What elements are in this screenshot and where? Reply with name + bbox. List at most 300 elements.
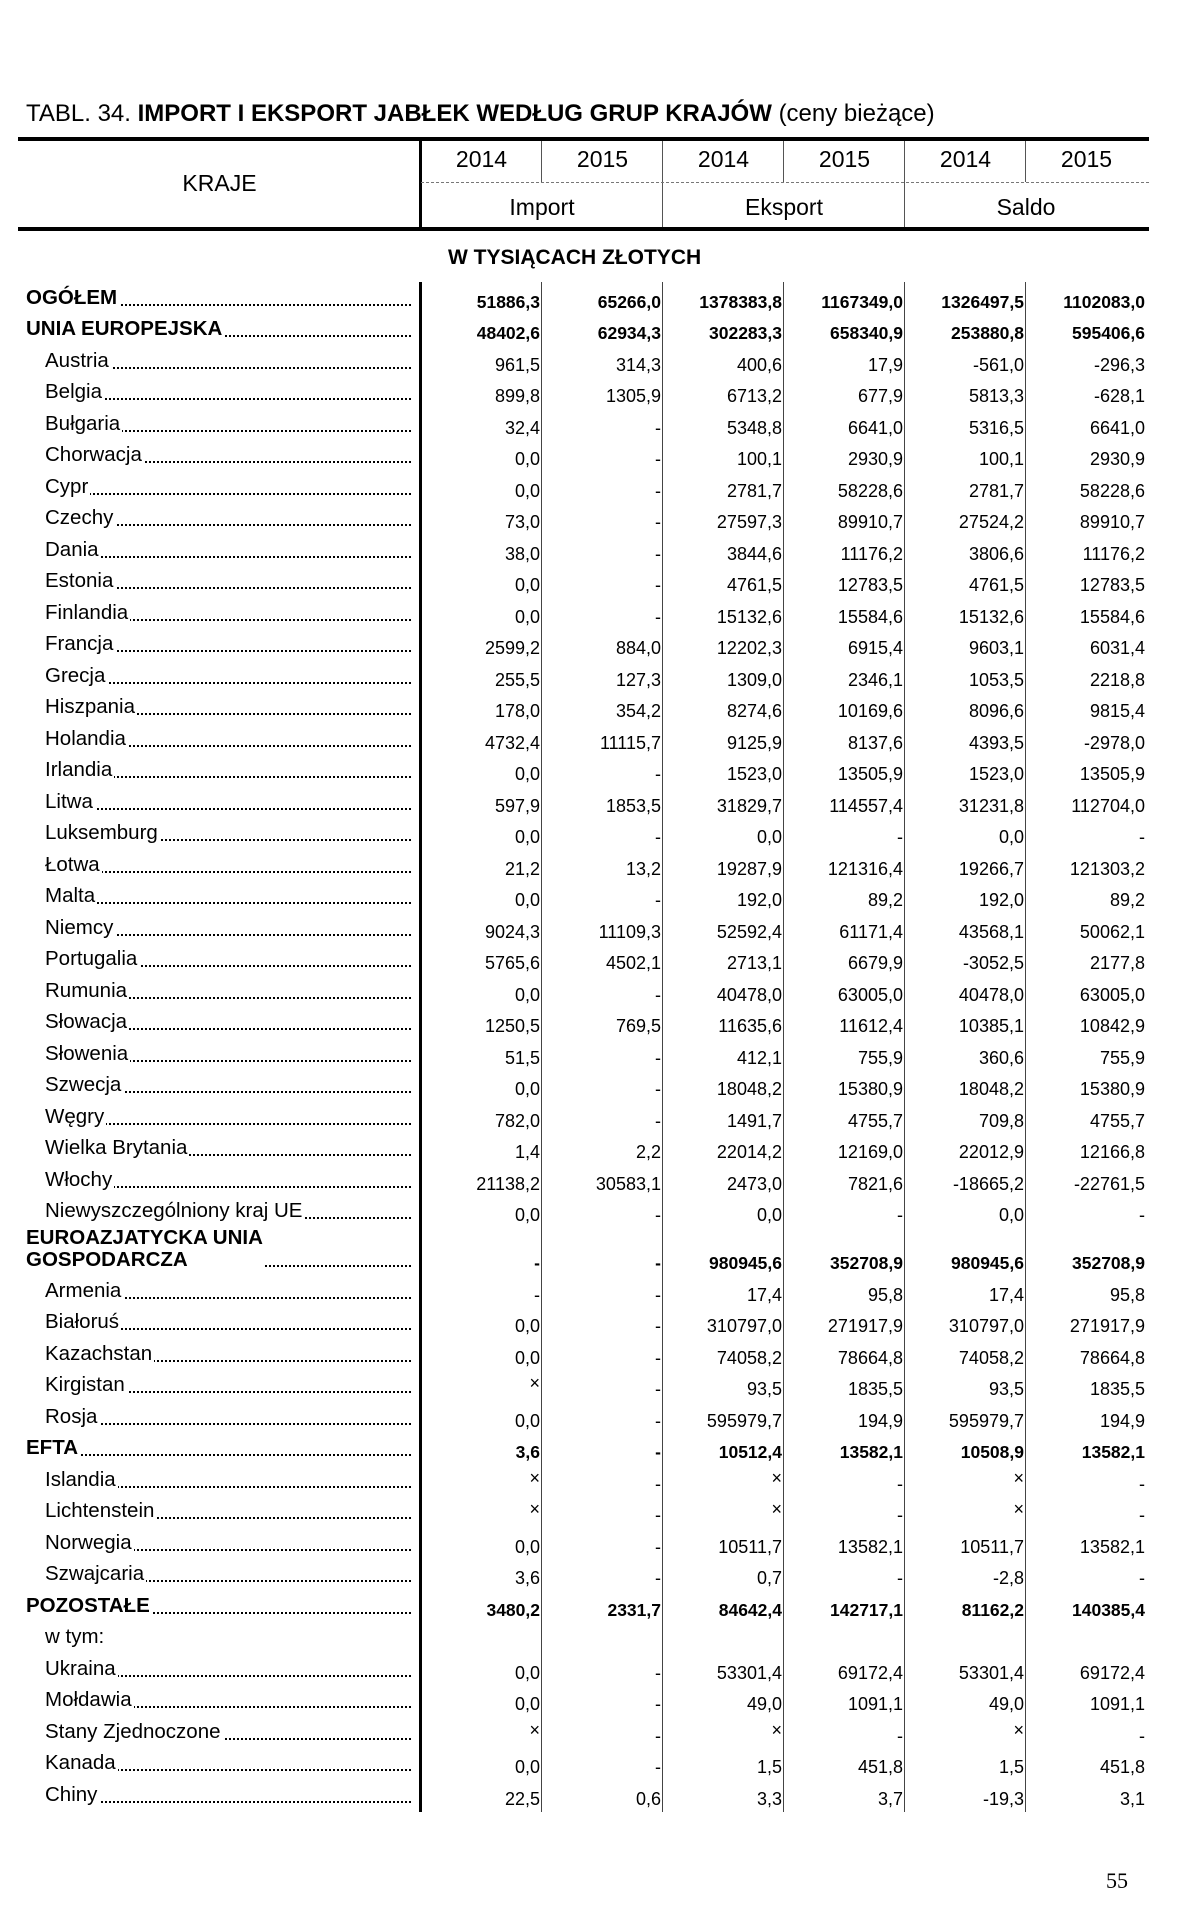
table-cell: 5348,8: [726, 417, 782, 438]
table-cell: 100,1: [736, 449, 782, 469]
table-cell: 17,9: [867, 354, 903, 375]
table-cell: 43568,1: [958, 921, 1024, 942]
table-cell: 4502,1: [605, 953, 661, 973]
row-label: Litwa: [45, 789, 93, 813]
row-label: Estonia: [45, 569, 114, 592]
table-cell: 1835,5: [847, 1379, 903, 1399]
table-body: [18, 284, 1149, 1813]
table-cell: 69172,4: [837, 1662, 903, 1683]
row-label: Portugalia: [45, 947, 138, 970]
table-cell: -: [655, 606, 661, 627]
table-cell: -: [655, 764, 661, 784]
table-cell: 121303,2: [1069, 858, 1145, 879]
table-row: [18, 1009, 1149, 1041]
table-cell: 0,0: [514, 1316, 540, 1336]
table-cell: 709,8: [978, 1110, 1024, 1131]
row-label: Chiny: [45, 1782, 98, 1806]
table-cell: 192,0: [978, 890, 1024, 910]
table-cell: 142717,1: [830, 1599, 903, 1620]
table-cell: 1,5: [998, 1757, 1024, 1777]
table-cell: 1,5: [756, 1757, 782, 1777]
year-header: 2015: [818, 146, 871, 172]
row-label: Słowenia: [45, 1041, 129, 1065]
table-row: [18, 1718, 1149, 1750]
table-cell: -: [655, 1662, 661, 1683]
table-cell: -: [655, 1047, 661, 1068]
table-cell: 2473,0: [726, 1173, 782, 1194]
table-cell: 2713,1: [726, 953, 782, 973]
table-cell: 78664,8: [837, 1347, 903, 1368]
row-label: Armenia: [45, 1278, 122, 1302]
table-cell: 11109,3: [598, 921, 661, 942]
table-cell: 9815,4: [1089, 701, 1145, 721]
table-cell: 0,0: [514, 1347, 540, 1368]
row-label: OGÓŁEM: [26, 285, 118, 309]
table-cell: 12202,3: [716, 638, 782, 658]
table-title: [26, 100, 935, 128]
group-header-saldo: Saldo: [996, 194, 1056, 220]
table-cell: -: [655, 417, 661, 438]
table-row: [18, 1561, 1149, 1593]
table-cell: 1,4: [514, 1142, 540, 1162]
row-label: Kazachstan: [45, 1341, 153, 1365]
table-cell: ×: [529, 1719, 540, 1740]
leader-dots: [45, 808, 411, 810]
table-row: [18, 599, 1149, 631]
table-cell: 194,9: [857, 1410, 903, 1431]
table-row: [18, 1072, 1149, 1104]
table-cell: 89,2: [1109, 890, 1145, 910]
table-cell: 4732,4: [484, 732, 540, 753]
table-row: [18, 1226, 1149, 1277]
row-label: Bułgaria: [45, 411, 121, 435]
table-row: [18, 1592, 1149, 1624]
table-cell: 10842,9: [1079, 1016, 1145, 1036]
table-cell: 0,0: [998, 827, 1024, 847]
row-label-line: EUROAZJATYCKA UNIA: [26, 1226, 263, 1249]
year-header: 2014: [455, 146, 508, 172]
table-cell: 74058,2: [716, 1347, 782, 1368]
table-cell: 1835,5: [1089, 1379, 1145, 1399]
table-cell: -: [1139, 1568, 1145, 1588]
table-cell: -: [897, 1473, 903, 1494]
row-label: Szwecja: [45, 1073, 122, 1096]
table-row: [18, 914, 1149, 946]
table-row: [18, 347, 1149, 379]
table-cell: 38,0: [504, 543, 540, 564]
table-row: [18, 1687, 1149, 1719]
table-cell: 49,0: [746, 1694, 782, 1714]
row-label: [26, 1227, 265, 1271]
page-number: 55: [1106, 1868, 1128, 1893]
table-cell: 15380,9: [1079, 1079, 1145, 1099]
table-cell: 0,0: [514, 827, 540, 847]
table-row: [18, 725, 1149, 757]
table-cell: 899,8: [494, 386, 540, 406]
header-top-rule: [18, 137, 1149, 141]
table-cell: 0,0: [514, 1694, 540, 1714]
table-row: [18, 284, 1149, 316]
table-cell: 95,8: [1109, 1284, 1145, 1305]
row-label: Belgia: [45, 380, 102, 403]
table-cell: -: [655, 1473, 661, 1494]
table-cell: -: [655, 1410, 661, 1431]
table-title-main: IMPORT I EKSPORT JABŁEK WEDŁUG GRUP KRAJÓW: [137, 100, 772, 127]
table-cell: 755,9: [1099, 1047, 1145, 1068]
table-cell: 121316,4: [827, 858, 903, 879]
table-cell: 6915,4: [847, 638, 903, 658]
table-cell: 755,9: [857, 1047, 903, 1068]
table-cell: -: [655, 575, 661, 595]
table-cell: 1250,5: [484, 1016, 540, 1036]
table-cell: 17,4: [988, 1284, 1024, 1305]
table-row: [18, 1750, 1149, 1782]
row-label: Norwegia: [45, 1530, 132, 1554]
table-number: TABL. 34.: [26, 100, 131, 127]
table-cell: -: [655, 1110, 661, 1131]
table-cell: -: [655, 1536, 661, 1557]
table-cell: 52592,4: [716, 921, 782, 942]
table-cell: -: [534, 1284, 540, 1305]
table-row: [18, 757, 1149, 789]
table-cell: 93,5: [988, 1379, 1024, 1399]
table-cell: 310797,0: [948, 1316, 1024, 1336]
table-cell: 0,6: [635, 1788, 661, 1809]
table-title-suffix: (ceny bieżące): [778, 100, 935, 127]
table-cell: 412,1: [736, 1047, 782, 1068]
table-cell: 18048,2: [716, 1079, 782, 1099]
row-label: Hiszpania: [45, 695, 136, 718]
row-label: Łotwa: [45, 852, 100, 876]
row-label: EFTA: [26, 1436, 79, 1459]
group-header-import: Import: [509, 194, 575, 220]
header-bottom-rule: [18, 227, 1149, 231]
table-cell: 2,2: [635, 1142, 661, 1162]
table-cell: 354,2: [615, 701, 661, 721]
table-cell: 2930,9: [847, 449, 903, 469]
table-cell: -: [655, 890, 661, 910]
table-cell: 4755,7: [1089, 1110, 1145, 1131]
table-cell: 13505,9: [1079, 764, 1145, 784]
table-cell: 595979,7: [706, 1410, 782, 1431]
row-label: Francja: [45, 632, 114, 655]
table-cell: 5813,3: [968, 386, 1024, 406]
row-label: Grecja: [45, 663, 106, 687]
table-cell: 310797,0: [706, 1316, 782, 1336]
table-cell: 27524,2: [958, 512, 1024, 532]
table-cell: 13,2: [625, 858, 661, 879]
table-cell: 21138,2: [476, 1173, 540, 1194]
table-cell: 40478,0: [716, 984, 782, 1005]
table-cell: 595979,7: [948, 1410, 1024, 1431]
table-cell: 89910,7: [1079, 512, 1145, 532]
table-cell: 782,0: [494, 1110, 540, 1131]
table-cell: ×: [771, 1719, 782, 1740]
row-label: Rumunia: [45, 978, 128, 1002]
table-row: [18, 505, 1149, 537]
group-header-eksport: Eksport: [745, 194, 823, 220]
table-cell: -2,8: [992, 1568, 1024, 1588]
table-row: [18, 1372, 1149, 1404]
table-row: [18, 1135, 1149, 1167]
table-cell: 2930,9: [1089, 449, 1145, 469]
table-row: [18, 1340, 1149, 1372]
table-cell: 1091,1: [847, 1694, 903, 1714]
row-label: Ukraina: [45, 1656, 116, 1680]
table-cell: -: [655, 984, 661, 1005]
table-cell: 73,0: [504, 512, 540, 532]
row-label: UNIA EUROPEJSKA: [26, 317, 223, 340]
table-cell: -296,3: [1093, 354, 1145, 375]
row-label: Niewyszczególniony kraj UE: [45, 1199, 303, 1222]
row-label: Malta: [45, 884, 96, 907]
row-label: Stany Zjednoczone: [45, 1719, 221, 1743]
table-cell: 11176,2: [1082, 543, 1145, 564]
table-cell: -: [655, 1079, 661, 1099]
table-cell: 4761,5: [968, 575, 1024, 595]
table-cell: 255,5: [494, 669, 540, 690]
table-cell: -: [655, 1205, 661, 1225]
row-label: Finlandia: [45, 600, 129, 624]
table-cell: 2781,7: [726, 480, 782, 501]
year-header: 2014: [697, 146, 750, 172]
table-cell: 11612,4: [839, 1016, 903, 1036]
table-cell: -: [1139, 1473, 1145, 1494]
row-label: Lichtenstein: [45, 1499, 155, 1522]
table-row: [18, 631, 1149, 663]
row-label: Austria: [45, 348, 109, 372]
table-cell: 10512,4: [718, 1442, 782, 1462]
table-cell: 3,1: [1119, 1788, 1145, 1809]
table-cell: 0,0: [514, 1757, 540, 1777]
table-cell: -: [897, 1505, 903, 1525]
table-cell: 81162,2: [961, 1599, 1024, 1620]
row-label: Włochy: [45, 1167, 113, 1191]
table-cell: -: [897, 827, 903, 847]
table-cell: 400,6: [736, 354, 782, 375]
table-cell: 6641,0: [847, 417, 903, 438]
table-cell: 69172,4: [1079, 1662, 1145, 1683]
table-row: [18, 1498, 1149, 1530]
table-cell: -: [1139, 1205, 1145, 1225]
table-cell: 0,0: [514, 575, 540, 595]
table-cell: 3844,6: [726, 543, 782, 564]
table-cell: 13582,1: [837, 1536, 903, 1557]
table-row: [18, 1529, 1149, 1561]
table-cell: 13582,1: [1081, 1442, 1145, 1462]
table-cell: -: [655, 543, 661, 564]
table-row: [18, 1403, 1149, 1435]
table-cell: 10511,7: [960, 1536, 1024, 1557]
table-cell: ×: [771, 1499, 782, 1519]
table-cell: 0,0: [756, 827, 782, 847]
row-label: Irlandia: [45, 758, 113, 781]
table-cell: 89910,7: [837, 512, 903, 532]
table-cell: 78664,8: [1079, 1347, 1145, 1368]
table-cell: 1326497,5: [941, 291, 1024, 312]
table-cell: 0,7: [756, 1568, 782, 1588]
table-cell: 352708,9: [830, 1253, 903, 1273]
year-header: 2015: [1060, 146, 1113, 172]
table-cell: 17,4: [746, 1284, 782, 1305]
table-cell: 22,5: [504, 1788, 540, 1809]
table-cell: 49,0: [988, 1694, 1024, 1714]
table-cell: 980945,6: [951, 1253, 1024, 1273]
table-cell: 95,8: [867, 1284, 903, 1305]
table-cell: 0,0: [514, 764, 540, 784]
row-label: Wielka Brytania: [45, 1136, 188, 1159]
table-cell: 12166,8: [1079, 1142, 1145, 1162]
table-cell: 30583,1: [595, 1173, 661, 1194]
table-cell: 0,0: [514, 984, 540, 1005]
table-cell: 11635,6: [718, 1016, 782, 1036]
table-cell: 3,6: [514, 1568, 540, 1588]
table-cell: 1378383,8: [699, 291, 782, 312]
table-row: [18, 410, 1149, 442]
table-cell: 15380,9: [837, 1079, 903, 1099]
table-cell: 3,3: [756, 1788, 782, 1809]
table-cell: 62934,3: [597, 323, 661, 343]
table-cell: 19287,9: [716, 858, 782, 879]
table-cell: ×: [771, 1467, 782, 1488]
row-label: Niemcy: [45, 915, 114, 939]
table-row: [18, 1309, 1149, 1341]
table-cell: -: [655, 1316, 661, 1336]
table-cell: 127,3: [615, 669, 661, 690]
table-row: [18, 694, 1149, 726]
table-cell: 114557,4: [829, 795, 903, 816]
table-cell: -: [897, 1205, 903, 1225]
table-cell: 84642,4: [718, 1599, 782, 1620]
table-cell: 0,0: [998, 1205, 1024, 1225]
table-cell: 677,9: [857, 386, 903, 406]
table-row: [18, 316, 1149, 348]
table-row: [18, 851, 1149, 883]
table-cell: -: [655, 1694, 661, 1714]
row-label: Cypr: [45, 474, 89, 498]
table-cell: -: [655, 1379, 661, 1399]
table-cell: -: [534, 1253, 540, 1273]
table-cell: 8137,6: [847, 732, 903, 753]
leader-dots: [26, 1454, 411, 1456]
table-cell: 9125,9: [726, 732, 782, 753]
table-cell: -: [655, 1253, 661, 1273]
table-cell: 61171,4: [839, 921, 903, 942]
table-cell: -: [655, 1347, 661, 1368]
table-cell: 7821,6: [847, 1173, 903, 1194]
table-cell: 2177,8: [1089, 953, 1145, 973]
table-row: [18, 1624, 1149, 1656]
table-cell: 1523,0: [968, 764, 1024, 784]
table-row: [18, 883, 1149, 915]
table-cell: -: [655, 827, 661, 847]
table-cell: 6713,2: [726, 386, 782, 406]
table-cell: 0,0: [514, 1536, 540, 1557]
table-cell: 4393,5: [968, 732, 1024, 753]
table-cell: 0,0: [514, 480, 540, 501]
table-cell: 50062,1: [1079, 921, 1145, 942]
table-cell: 74058,2: [958, 1347, 1024, 1368]
table-cell: 32,4: [504, 417, 540, 438]
row-label: Luksemburg: [45, 821, 158, 844]
leader-dots: [45, 902, 411, 904]
table-cell: 5316,5: [968, 417, 1024, 438]
table-cell: 884,0: [615, 638, 661, 658]
table-cell: 12783,5: [837, 575, 903, 595]
header-dashed-rule: [421, 182, 1149, 183]
table-cell: 597,9: [494, 795, 540, 816]
table-cell: 8096,6: [968, 701, 1024, 721]
table-cell: 3480,2: [486, 1599, 540, 1620]
table-cell: 11115,7: [599, 732, 661, 753]
table-cell: 0,0: [514, 606, 540, 627]
table-cell: 2218,8: [1089, 669, 1145, 690]
table-cell: 6641,0: [1089, 417, 1145, 438]
row-label: Islandia: [45, 1467, 116, 1491]
table-row: [18, 1040, 1149, 1072]
table-cell: 3,6: [515, 1442, 540, 1462]
table-cell: 1491,7: [726, 1110, 782, 1131]
table-cell: 89,2: [867, 890, 903, 910]
table-cell: 769,5: [615, 1016, 661, 1036]
table-row: [18, 820, 1149, 852]
year-header: 2015: [576, 146, 629, 172]
table-cell: 58228,6: [837, 480, 903, 501]
table-cell: 1309,0: [726, 669, 782, 690]
table-cell: 18048,2: [958, 1079, 1024, 1099]
table-cell: -: [897, 1725, 903, 1746]
table-row: [18, 977, 1149, 1009]
table-cell: 15132,6: [958, 606, 1024, 627]
table-cell: -18665,2: [952, 1173, 1024, 1194]
table-cell: 314,3: [615, 354, 661, 375]
table-cell: 2346,1: [847, 669, 903, 690]
table-cell: 3806,6: [968, 543, 1024, 564]
table-cell: 11176,2: [840, 543, 903, 564]
table-cell: 253880,8: [951, 323, 1024, 343]
table-cell: -: [897, 1568, 903, 1588]
stub-header: KRAJE: [182, 170, 257, 196]
table-cell: 961,5: [494, 354, 540, 375]
table-cell: -: [1139, 1725, 1145, 1746]
table-cell: ×: [1013, 1499, 1024, 1519]
table-cell: 194,9: [1099, 1410, 1145, 1431]
row-label: Kirgistan: [45, 1373, 125, 1396]
table-cell: 31829,7: [716, 795, 782, 816]
table-cell: 53301,4: [716, 1662, 782, 1683]
table-cell: -: [655, 1442, 661, 1462]
table-row: [18, 1466, 1149, 1498]
table-cell: 31231,8: [958, 795, 1024, 816]
table-cell: 27597,3: [716, 512, 782, 532]
table-cell: 1305,9: [605, 386, 661, 406]
table-cell: -: [1139, 827, 1145, 847]
table-cell: 302283,3: [709, 323, 782, 343]
table-cell: -561,0: [972, 354, 1024, 375]
table-cell: 100,1: [978, 449, 1024, 469]
table-cell: 9603,1: [968, 638, 1024, 658]
table-cell: 352708,9: [1072, 1253, 1145, 1273]
table-row: [18, 1435, 1149, 1467]
leader-dots: [45, 493, 411, 495]
table-row: [18, 1103, 1149, 1135]
table-row: [18, 536, 1149, 568]
table-cell: 13505,9: [837, 764, 903, 784]
row-label: Białoruś: [45, 1310, 120, 1333]
table-row: [18, 473, 1149, 505]
table-cell: -22761,5: [1073, 1173, 1145, 1194]
table-cell: 1853,5: [605, 795, 661, 816]
